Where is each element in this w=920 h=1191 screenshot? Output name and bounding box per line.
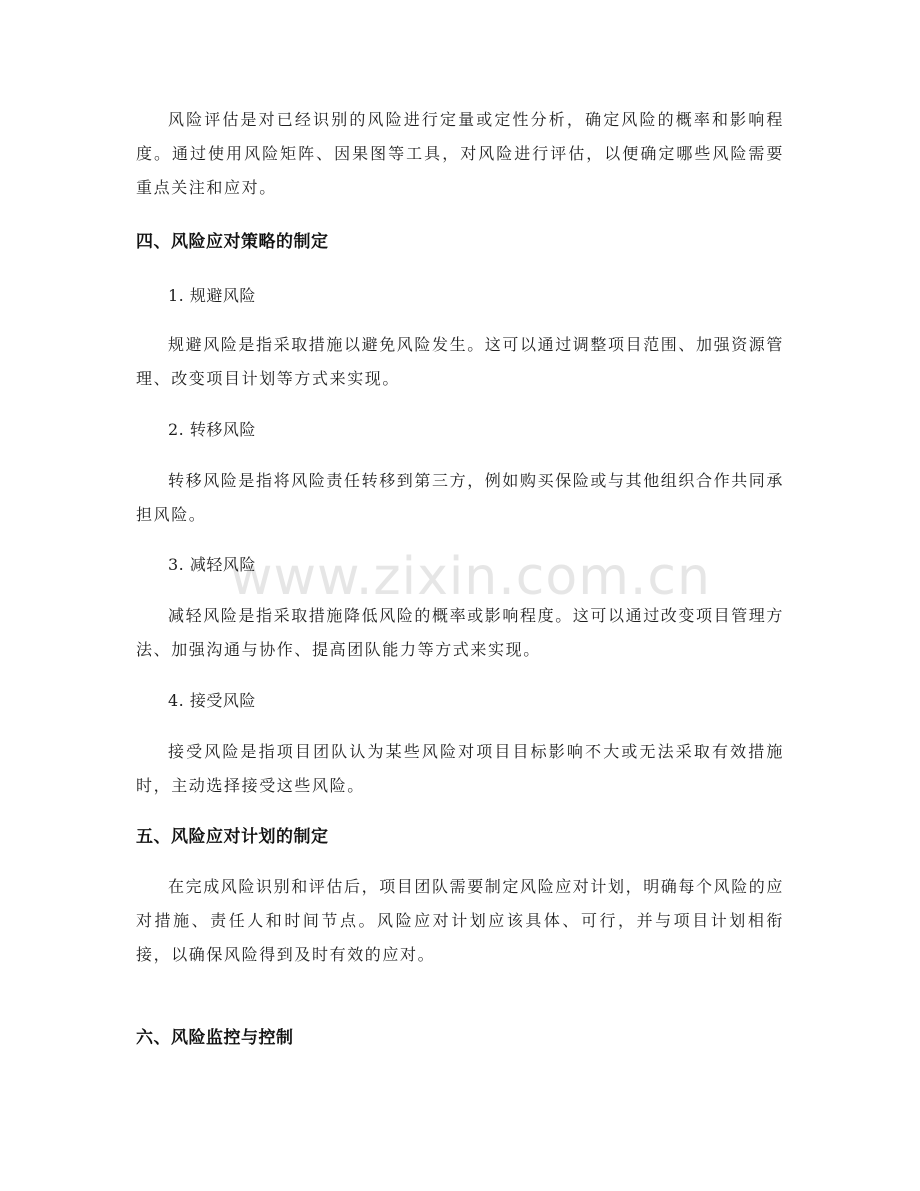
paragraph-transfer-risk: 转移风险是指将风险责任转移到第三方，例如购买保险或与其他组织合作共同承担风险。 [136, 471, 785, 524]
section-heading-4: 四、风险应对策略的制定 [136, 232, 329, 252]
section-heading-6: 六、风险监控与控制 [136, 1028, 294, 1048]
list-item-title-accept: 4. 接受风险 [168, 691, 256, 710]
paragraph-avoid-risk: 规避风险是指采取措施以避免风险发生。这可以通过调整项目范围、加强资源管理、改变项目计划等方式来实现。 [136, 335, 785, 388]
list-item-title-transfer: 2. 转移风险 [168, 420, 256, 439]
paragraph-accept-risk: 接受风险是指项目团队认为某些风险对项目目标影响不大或无法采取有效措施时，主动选择接受这些风险。 [136, 742, 784, 795]
paragraph-response-plan: 在完成风险识别和评估后，项目团队需要制定风险应对计划，明确每个风险的应对措施、责任人和时间节点。风险应对计划应该具体、可行，并与项目计划相衔接，以确保风险得到及时有效的应对。 [136, 877, 785, 964]
list-item-title-mitigate: 3. 减轻风险 [168, 555, 256, 574]
watermark: www.zixin.com.cn [230, 547, 711, 607]
section-heading-5: 五、风险应对计划的制定 [136, 827, 329, 847]
paragraph-risk-assessment: 风险评估是对已经识别的风险进行定量或定性分析，确定风险的概率和影响程度。通过使用风险矩阵、因果图等工具，对风险进行评估，以便确定哪些风险需要重点关注和应对。 [136, 110, 784, 197]
list-item-title-avoid: 1. 规避风险 [168, 286, 256, 305]
paragraph-mitigate-risk: 减轻风险是指采取措施降低风险的概率或影响程度。这可以通过改变项目管理方法、加强沟通与协作、提高团队能力等方式来实现。 [136, 606, 785, 659]
